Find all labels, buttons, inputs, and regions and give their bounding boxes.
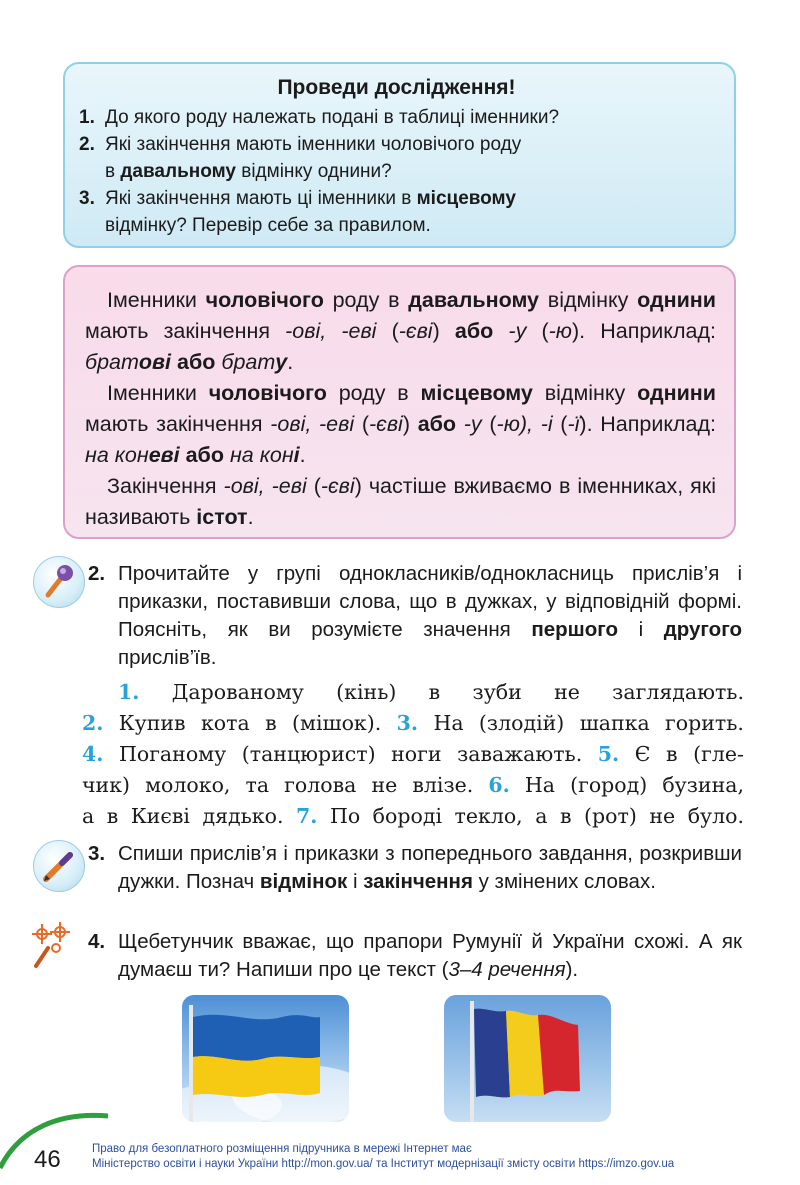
question-text: відмінку однини? [235,161,392,182]
question-text: Які закінчення мають іменники чоловічого роду [105,134,522,155]
proverb-line: 2. Купив кота в (мішок). 3. На (злодій) шапка горить. [82,711,744,735]
question-number: 1. [79,107,95,128]
rule-paragraph-1: Іменники чоловічого роду в давальному відмінку однини мають закінчення -ові, -еві (-єві) або -у (-ю). Наприклад: братові або брату. [85,288,716,374]
question-text: відмінку? Перевір себе за правилом. [105,215,431,236]
research-question-2 [79,131,714,185]
question-text: До якого роду належать подані в таблиці іменники? [105,107,560,128]
sparkle-icon [22,920,78,972]
task-2-text: 2. Прочитайте у групі однокласників/однокласниць прислів’я і приказки, поставивши слова, що в дужках, у відповідній формі. Поясніть, як ви розумієте значення першого і другого прислів’їв. [88,562,742,669]
footer-line: Право для безоплатного розміщення підручника в мережі Інтернет має [92,1143,472,1155]
proverb-line: 1. Дарованому (кінь) в зуби не заглядають. [118,680,744,704]
emphasis: давальному [120,161,236,182]
task-2 [82,560,742,672]
task-4 [82,928,742,984]
question-number: 3. [79,188,95,209]
proverb-line: а в Києві дядько. 7. По бороді текло, а в (рот) не було. [82,804,744,828]
research-question-1 [79,104,714,131]
task-3-text: 3. Спиши прислів’я і приказки з попереднього завдання, розкривши дужки. Познач відмінок і закінчення у змінених словах. [88,842,742,893]
task-3 [82,840,742,896]
rule-paragraph-3: Закінчення -ові, -еві (-єві) частіше вживаємо в іменниках, які називають істот. [85,474,716,529]
romania-flag-image [444,995,611,1122]
page-number: 46 [34,1146,61,1173]
emphasis: місцевому [416,188,516,209]
task-number: 2. [88,562,106,585]
research-title: Проведи дослідження! [277,76,516,99]
proverb-line: чик) молоко, та голова не влізе. 6. На (город) бузина, [82,773,744,797]
footer-notice [92,1142,674,1172]
task-4-text: 4. Щебетунчик вважає, що прапори Румунії й України схожі. А як думаєш ти? Напиши про це текст (3–4 речення). [88,930,742,981]
rule-box [63,265,736,539]
task-number: 3. [88,842,106,865]
research-box [63,62,736,248]
rule-paragraph-2: Іменники чоловічого роду в місцевому відмінку однини мають закінчення -ові, -еві (-єві) або -у (-ю), -і (-ї). Наприклад: на коневі або на коні. [85,381,717,467]
proverbs-block [82,677,744,832]
question-text: в [105,161,121,182]
pen-icon [33,840,85,892]
task-number: 4. [88,930,106,953]
question-number: 2. [79,134,95,155]
footer-line: Міністерство освіти і науки України http://mon.gov.ua/ та Інститут модернізації змісту освіти https://imzo.gov.ua [92,1158,675,1170]
research-question-3 [79,185,714,239]
microphone-icon [33,556,85,608]
proverb-line: 4. Поганому (танцюрист) ноги заважають. 5. Є в (гле- [82,742,744,766]
question-text: Які закінчення мають ці іменники в [105,188,417,209]
ukraine-flag-image [182,995,349,1122]
